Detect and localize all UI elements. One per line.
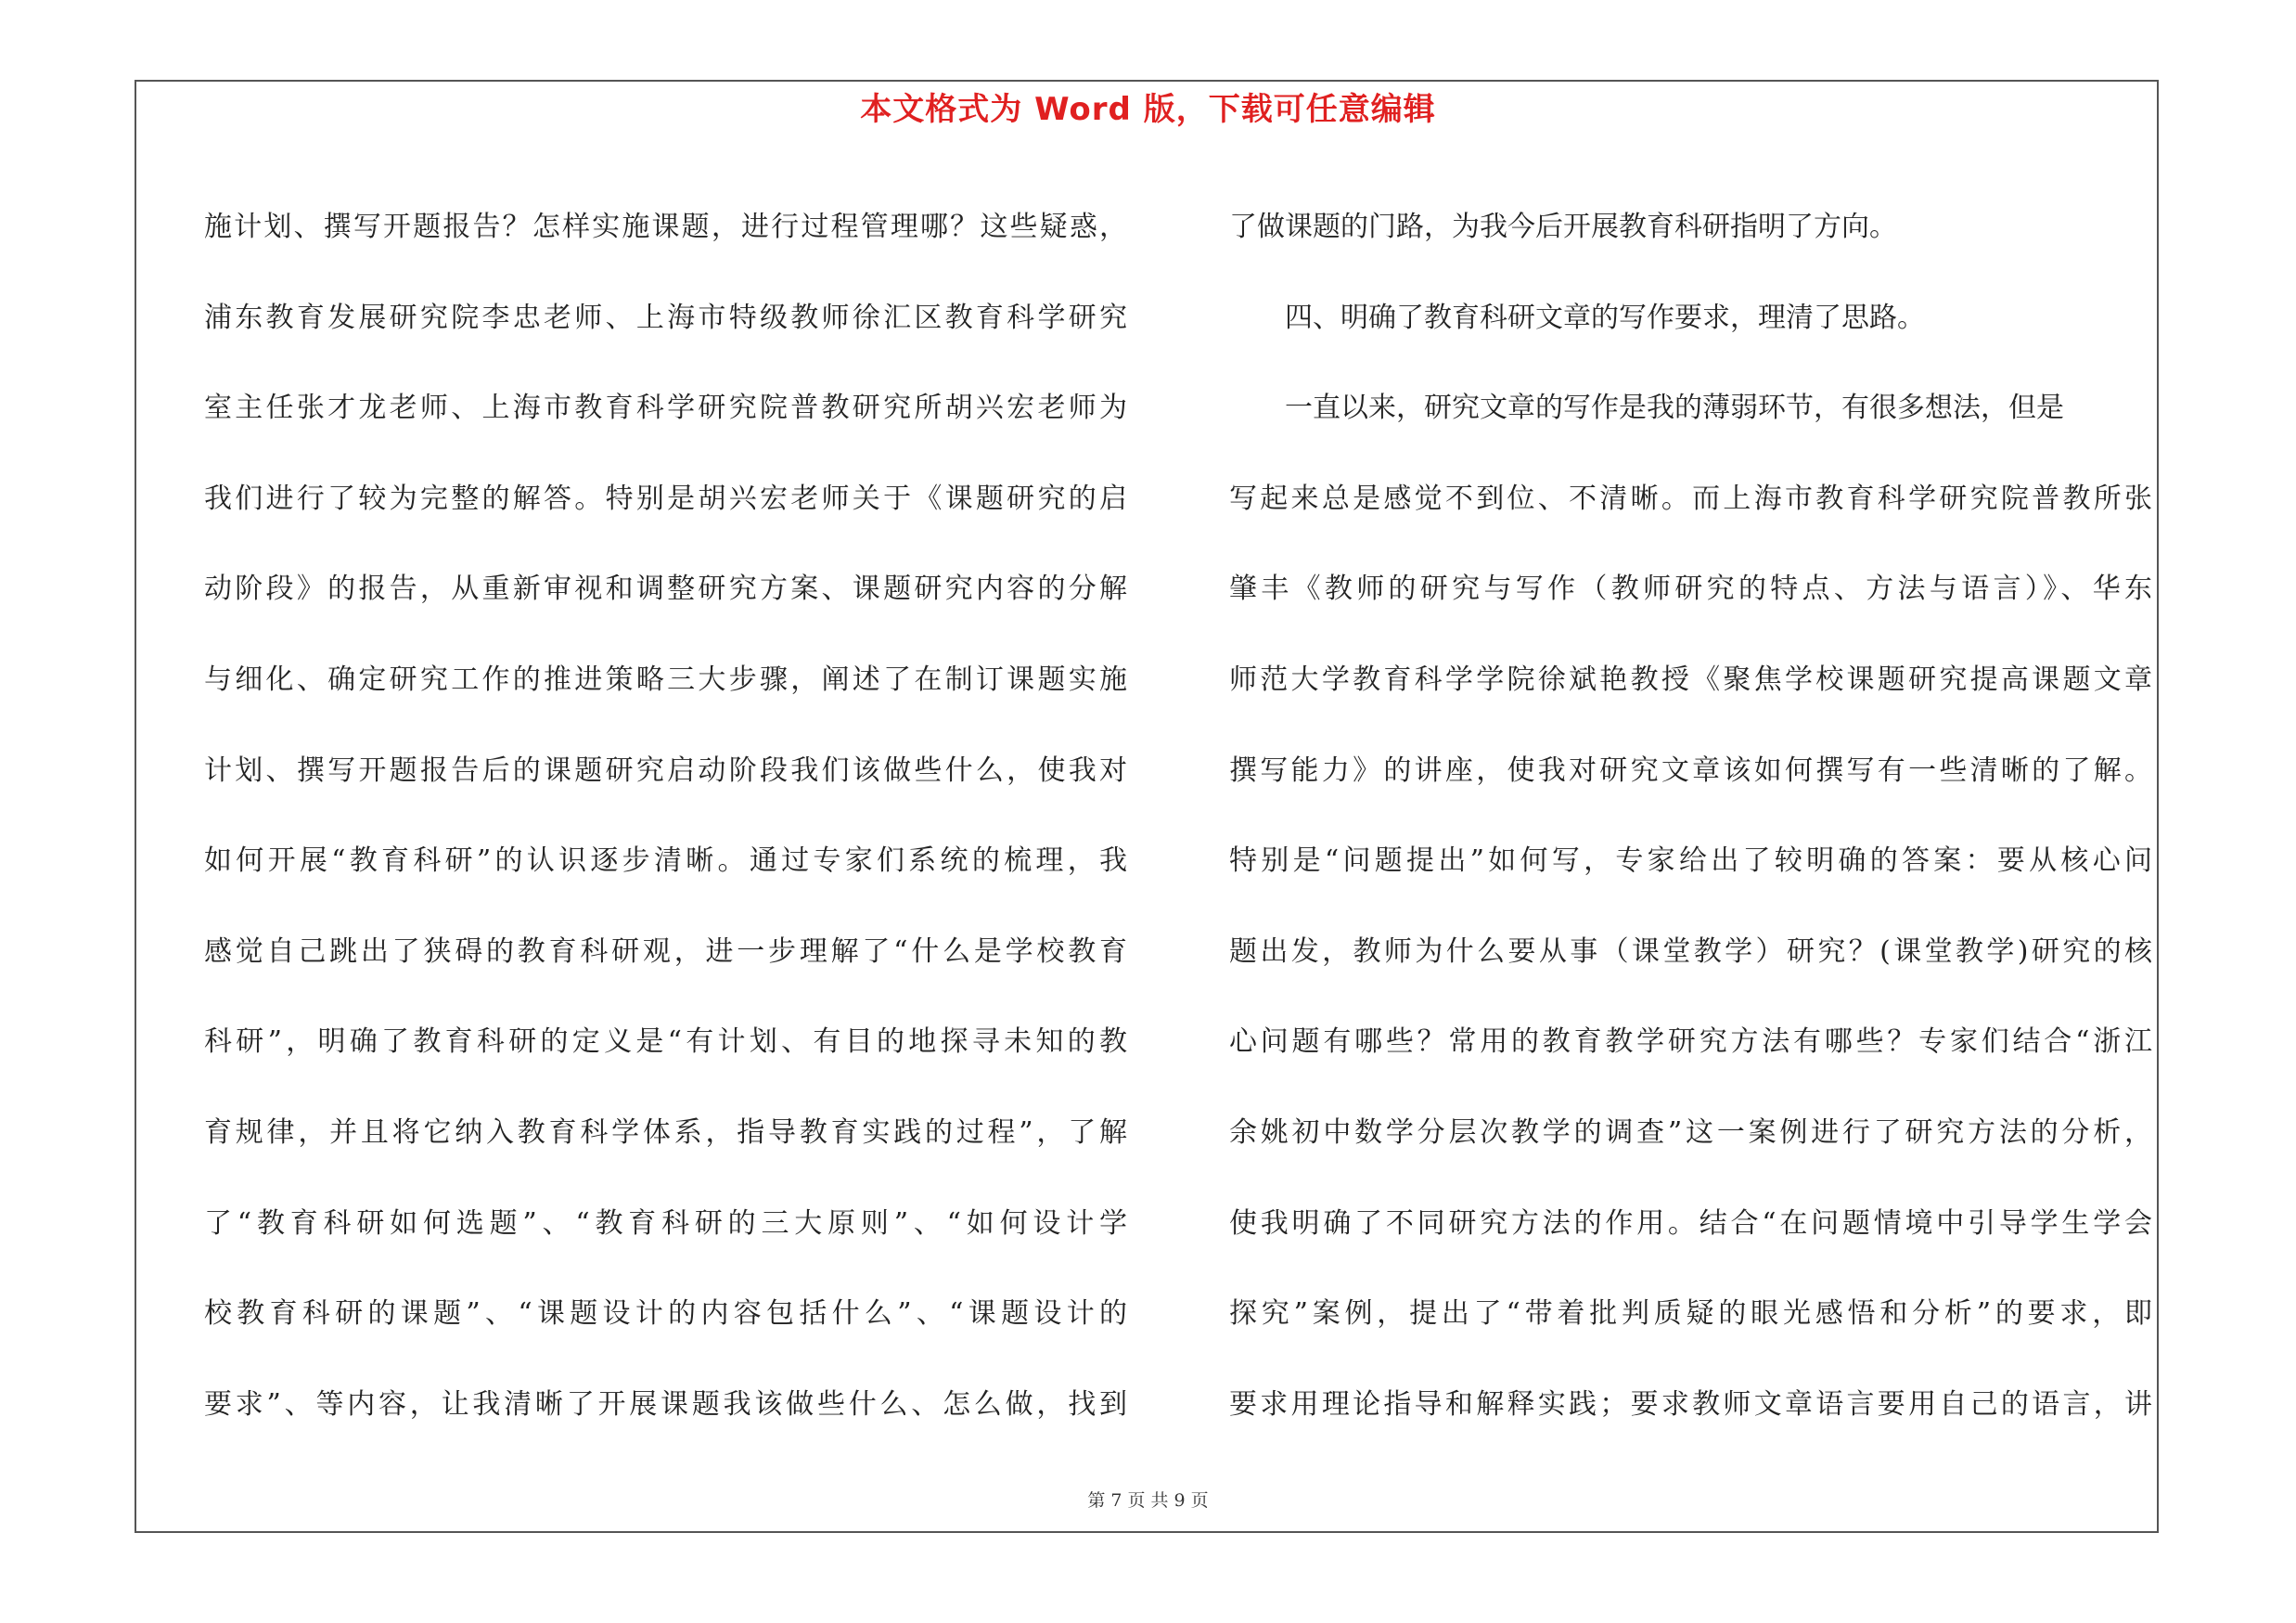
text-line: 肇丰《教师的研究与写作（教师研究的特点、方法与语言）》、华东 [1229,573,2152,606]
text-line: 使我明确了不同研究方法的作用。结合“在问题情境中引导学生学会 [1229,1206,2152,1240]
text-line: 题出发，教师为什么要从事（课堂教学）研究？(课堂教学)研究的核 [1229,934,2152,968]
text-line: 计划、撰写开题报告后的课题研究启动阶段我们该做些什么，使我对 [204,754,1127,787]
right-text-column [1229,182,2152,1449]
text-line: 了做课题的门路，为我今后开展教育科研指明了方向。 [1229,211,1897,243]
text-line: 余姚初中数学分层次教学的调查”这一案例进行了研究方法的分析， [1229,1115,2152,1149]
text-line: 科研”，明确了教育科研的定义是“有计划、有目的地探寻未知的教 [204,1025,1127,1059]
text-line: 了“教育科研如何选题”、“教育科研的三大原则”、“如何设计学 [204,1206,1127,1240]
page-number-footer: 第 7 页 共 9 页 [1087,1490,1209,1511]
text-line: 撰写能力》的讲座，使我对研究文章该如何撰写有一些清晰的了解。 [1229,754,2152,787]
text-line: 动阶段》的报告，从重新审视和调整研究方案、课题研究内容的分解 [204,573,1127,606]
text-line: 感觉自己跳出了狭碍的教育科研观，进一步理解了“什么是学校教育 [204,934,1127,968]
text-line: 要求”、等内容，让我清晰了开展课题我该做些什么、怎么做，找到 [204,1387,1127,1421]
text-line: 要求用理论指导和解释实践；要求教师文章语言要用自己的语言，讲 [1229,1387,2152,1421]
text-line: 写起来总是感觉不到位、不清晰。而上海市教育科学研究院普教所张 [1229,482,2152,515]
text-line: 浦东教育发展研究院李忠老师、上海市特级教师徐汇区教育科学研究 [204,301,1127,334]
paragraph-first-line: 一直以来，研究文章的写作是我的薄弱环节，有很多想法，但是 [1285,392,2064,425]
text-line: 与细化、确定研究工作的推进策略三大步骤，阐述了在制订课题实施 [204,663,1127,696]
text-line: 心问题有哪些？常用的教育教学研究方法有哪些？专家们结合“浙江 [1229,1025,2152,1059]
left-text-column [204,182,1127,1449]
text-line: 校教育科研的课题”、“课题设计的内容包括什么”、“课题设计的 [204,1297,1127,1331]
text-line: 我们进行了较为完整的解答。特别是胡兴宏老师关于《课题研究的启 [204,482,1127,515]
text-line: 特别是“问题提出”如何写，专家给出了较明确的答案：要从核心问 [1229,844,2152,878]
text-line: 探究”案例，提出了“带着批判质疑的眼光感悟和分析”的要求，即 [1229,1297,2152,1331]
text-line: 如何开展“教育科研”的认识逐步清晰。通过专家们系统的梳理，我 [204,844,1127,878]
section-heading: 四、明确了教育科研文章的写作要求，理清了思路。 [1285,301,1925,334]
text-line: 育规律，并且将它纳入教育科学体系，指导教育实践的过程”，了解 [204,1115,1127,1149]
format-notice-banner: 本文格式为 Word 版，下载可任意编辑 [860,91,1436,128]
text-line: 室主任张才龙老师、上海市教育科学研究院普教研究所胡兴宏老师为 [204,392,1127,425]
text-line: 施计划、撰写开题报告？怎样实施课题，进行过程管理哪？这些疑惑， [204,211,1127,243]
text-line: 师范大学教育科学学院徐斌艳教授《聚焦学校课题研究提高课题文章 [1229,663,2152,696]
